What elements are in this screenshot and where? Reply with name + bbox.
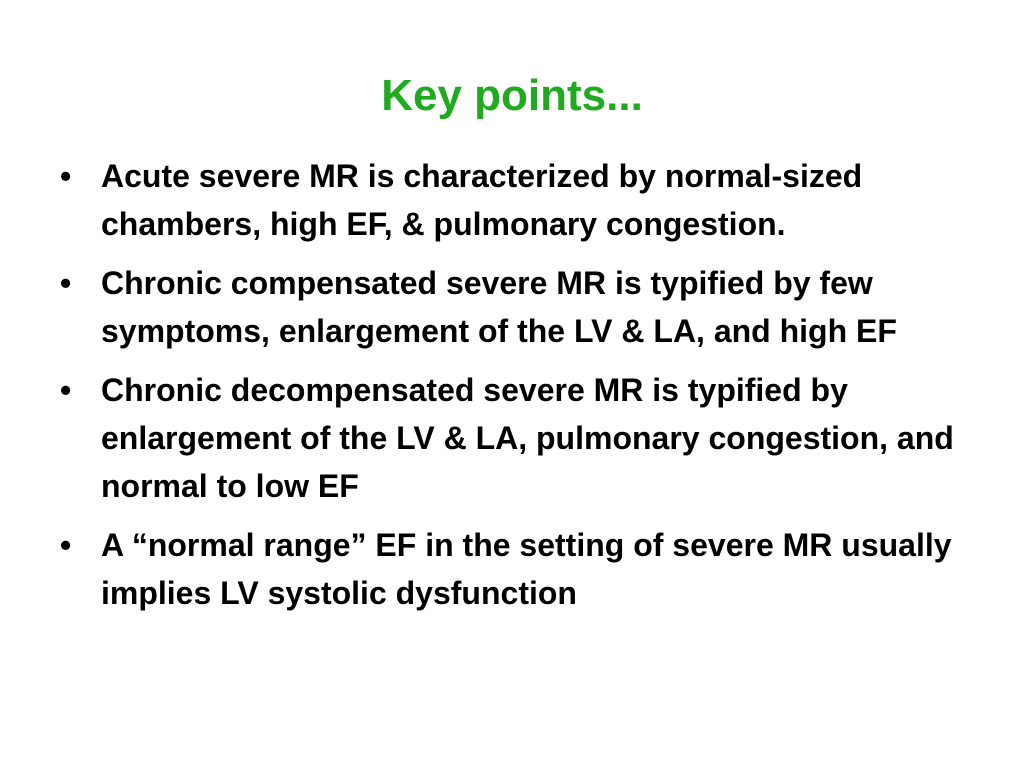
- bullet-text: A “normal range” EF in the setting of severe MR usually implies LV systolic dysfunction: [101, 527, 952, 611]
- bullet-text: Chronic compensated severe MR is typified by few symptoms, enlargement of the LV & LA, and high EF: [101, 265, 897, 349]
- bullet-icon: •: [60, 527, 72, 563]
- list-item: [60, 366, 1000, 510]
- bullet-text: Acute severe MR is characterized by normal-sized chambers, high EF, & pulmonary congestion.: [101, 158, 863, 242]
- list-item: [60, 259, 1000, 355]
- bullet-icon: •: [60, 372, 72, 408]
- bullet-icon: •: [60, 265, 72, 301]
- list-item: [60, 521, 1000, 617]
- bullet-icon: •: [60, 158, 72, 194]
- bullet-text: Chronic decompensated severe MR is typified by enlargement of the LV & LA, pulmonary congestion, and normal to low EF: [101, 372, 954, 504]
- slide-title: Key points...: [381, 71, 643, 120]
- key-points-list: [60, 152, 1000, 628]
- list-item: [60, 152, 1000, 248]
